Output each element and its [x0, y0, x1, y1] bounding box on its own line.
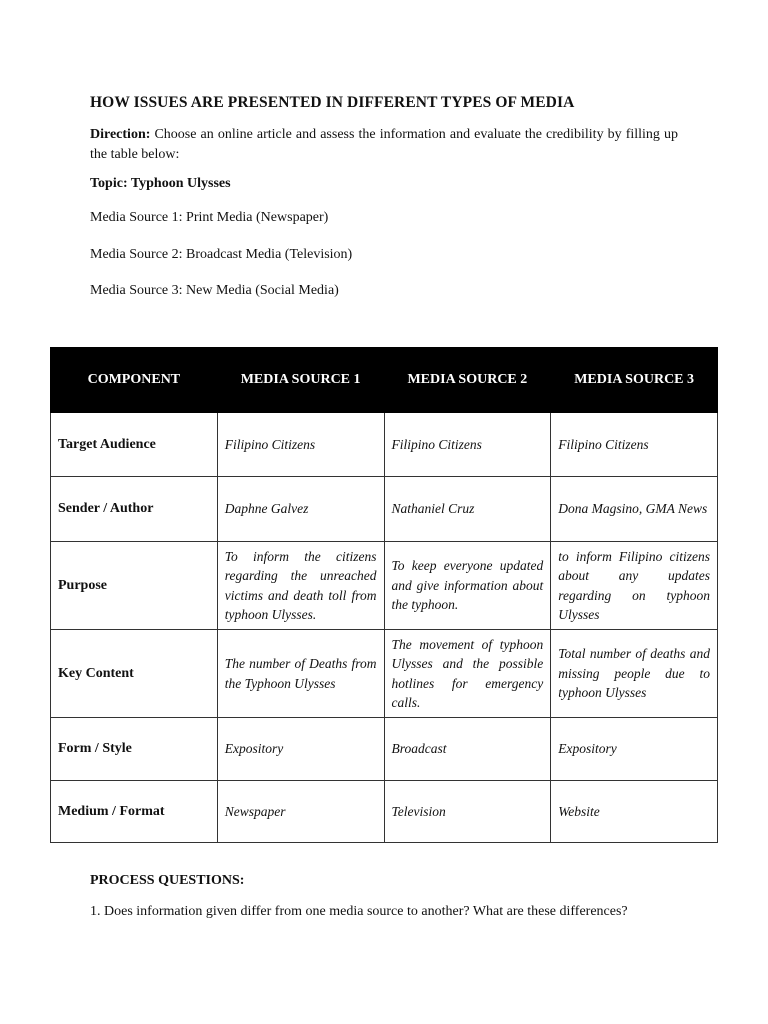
process-question-1: 1. Does information given differ from one media source to another? What are these differences?: [90, 904, 628, 919]
table-row: [51, 477, 718, 542]
table-row: [51, 542, 718, 630]
table-cell: The number of Deaths from the Typhoon Ulysses: [217, 630, 384, 718]
process-questions-title: PROCESS QUESTIONS:: [90, 873, 245, 888]
table-row: [51, 630, 718, 718]
table-row: [51, 413, 718, 477]
table-cell: The movement of typhoon Ulysses and the possible hotlines for emergency calls.: [384, 630, 551, 718]
header-component: COMPONENT: [51, 348, 218, 413]
table-cell: Total number of deaths and missing people due to typhoon Ulysses: [551, 630, 718, 718]
table-cell: To keep everyone updated and give information about the typhoon.: [384, 542, 551, 630]
header-media-source-3: MEDIA SOURCE 3: [551, 348, 718, 413]
row-label-medium-format: Medium / Format: [51, 781, 218, 843]
table-header-row: [51, 348, 718, 413]
topic-line: Topic: Typhoon Ulysses: [90, 176, 231, 191]
table-cell: Filipino Citizens: [217, 413, 384, 477]
table-row: [51, 718, 718, 781]
media-source-1-line: Media Source 1: Print Media (Newspaper): [90, 210, 329, 225]
table-cell: Website: [551, 781, 718, 843]
table-cell: Expository: [217, 718, 384, 781]
header-media-source-2: MEDIA SOURCE 2: [384, 348, 551, 413]
media-source-2-line: Media Source 2: Broadcast Media (Television): [90, 247, 353, 262]
table-cell: Nathaniel Cruz: [384, 477, 551, 542]
table-row: [51, 781, 718, 843]
table-cell: Filipino Citizens: [384, 413, 551, 477]
document-title: HOW ISSUES ARE PRESENTED IN DIFFERENT TYPES OF MEDIA: [90, 94, 575, 111]
row-label-target-audience: Target Audience: [51, 413, 218, 477]
direction-paragraph: [90, 125, 678, 164]
table-cell: To inform the citizens regarding the unreached victims and death toll from typhoon Ulysses.: [217, 542, 384, 630]
direction-lead: Direction:: [90, 127, 151, 142]
row-label-sender-author: Sender / Author: [51, 477, 218, 542]
table-cell: to inform Filipino citizens about any updates regarding on typhoon Ulysses: [551, 542, 718, 630]
media-source-3-line: Media Source 3: New Media (Social Media): [90, 283, 339, 298]
table-cell: Broadcast: [384, 718, 551, 781]
direction-text: Choose an online article and assess the information and evaluate the credibility by filling up the table below:: [90, 127, 679, 162]
table-cell: Expository: [551, 718, 718, 781]
row-label-form-style: Form / Style: [51, 718, 218, 781]
media-comparison-table: [50, 347, 718, 843]
row-label-purpose: Purpose: [51, 542, 218, 630]
table-cell: Newspaper: [217, 781, 384, 843]
header-media-source-1: MEDIA SOURCE 1: [217, 348, 384, 413]
row-label-key-content: Key Content: [51, 630, 218, 718]
table-cell: Dona Magsino, GMA News: [551, 477, 718, 542]
table-cell: Daphne Galvez: [217, 477, 384, 542]
table-cell: Television: [384, 781, 551, 843]
table-cell: Filipino Citizens: [551, 413, 718, 477]
